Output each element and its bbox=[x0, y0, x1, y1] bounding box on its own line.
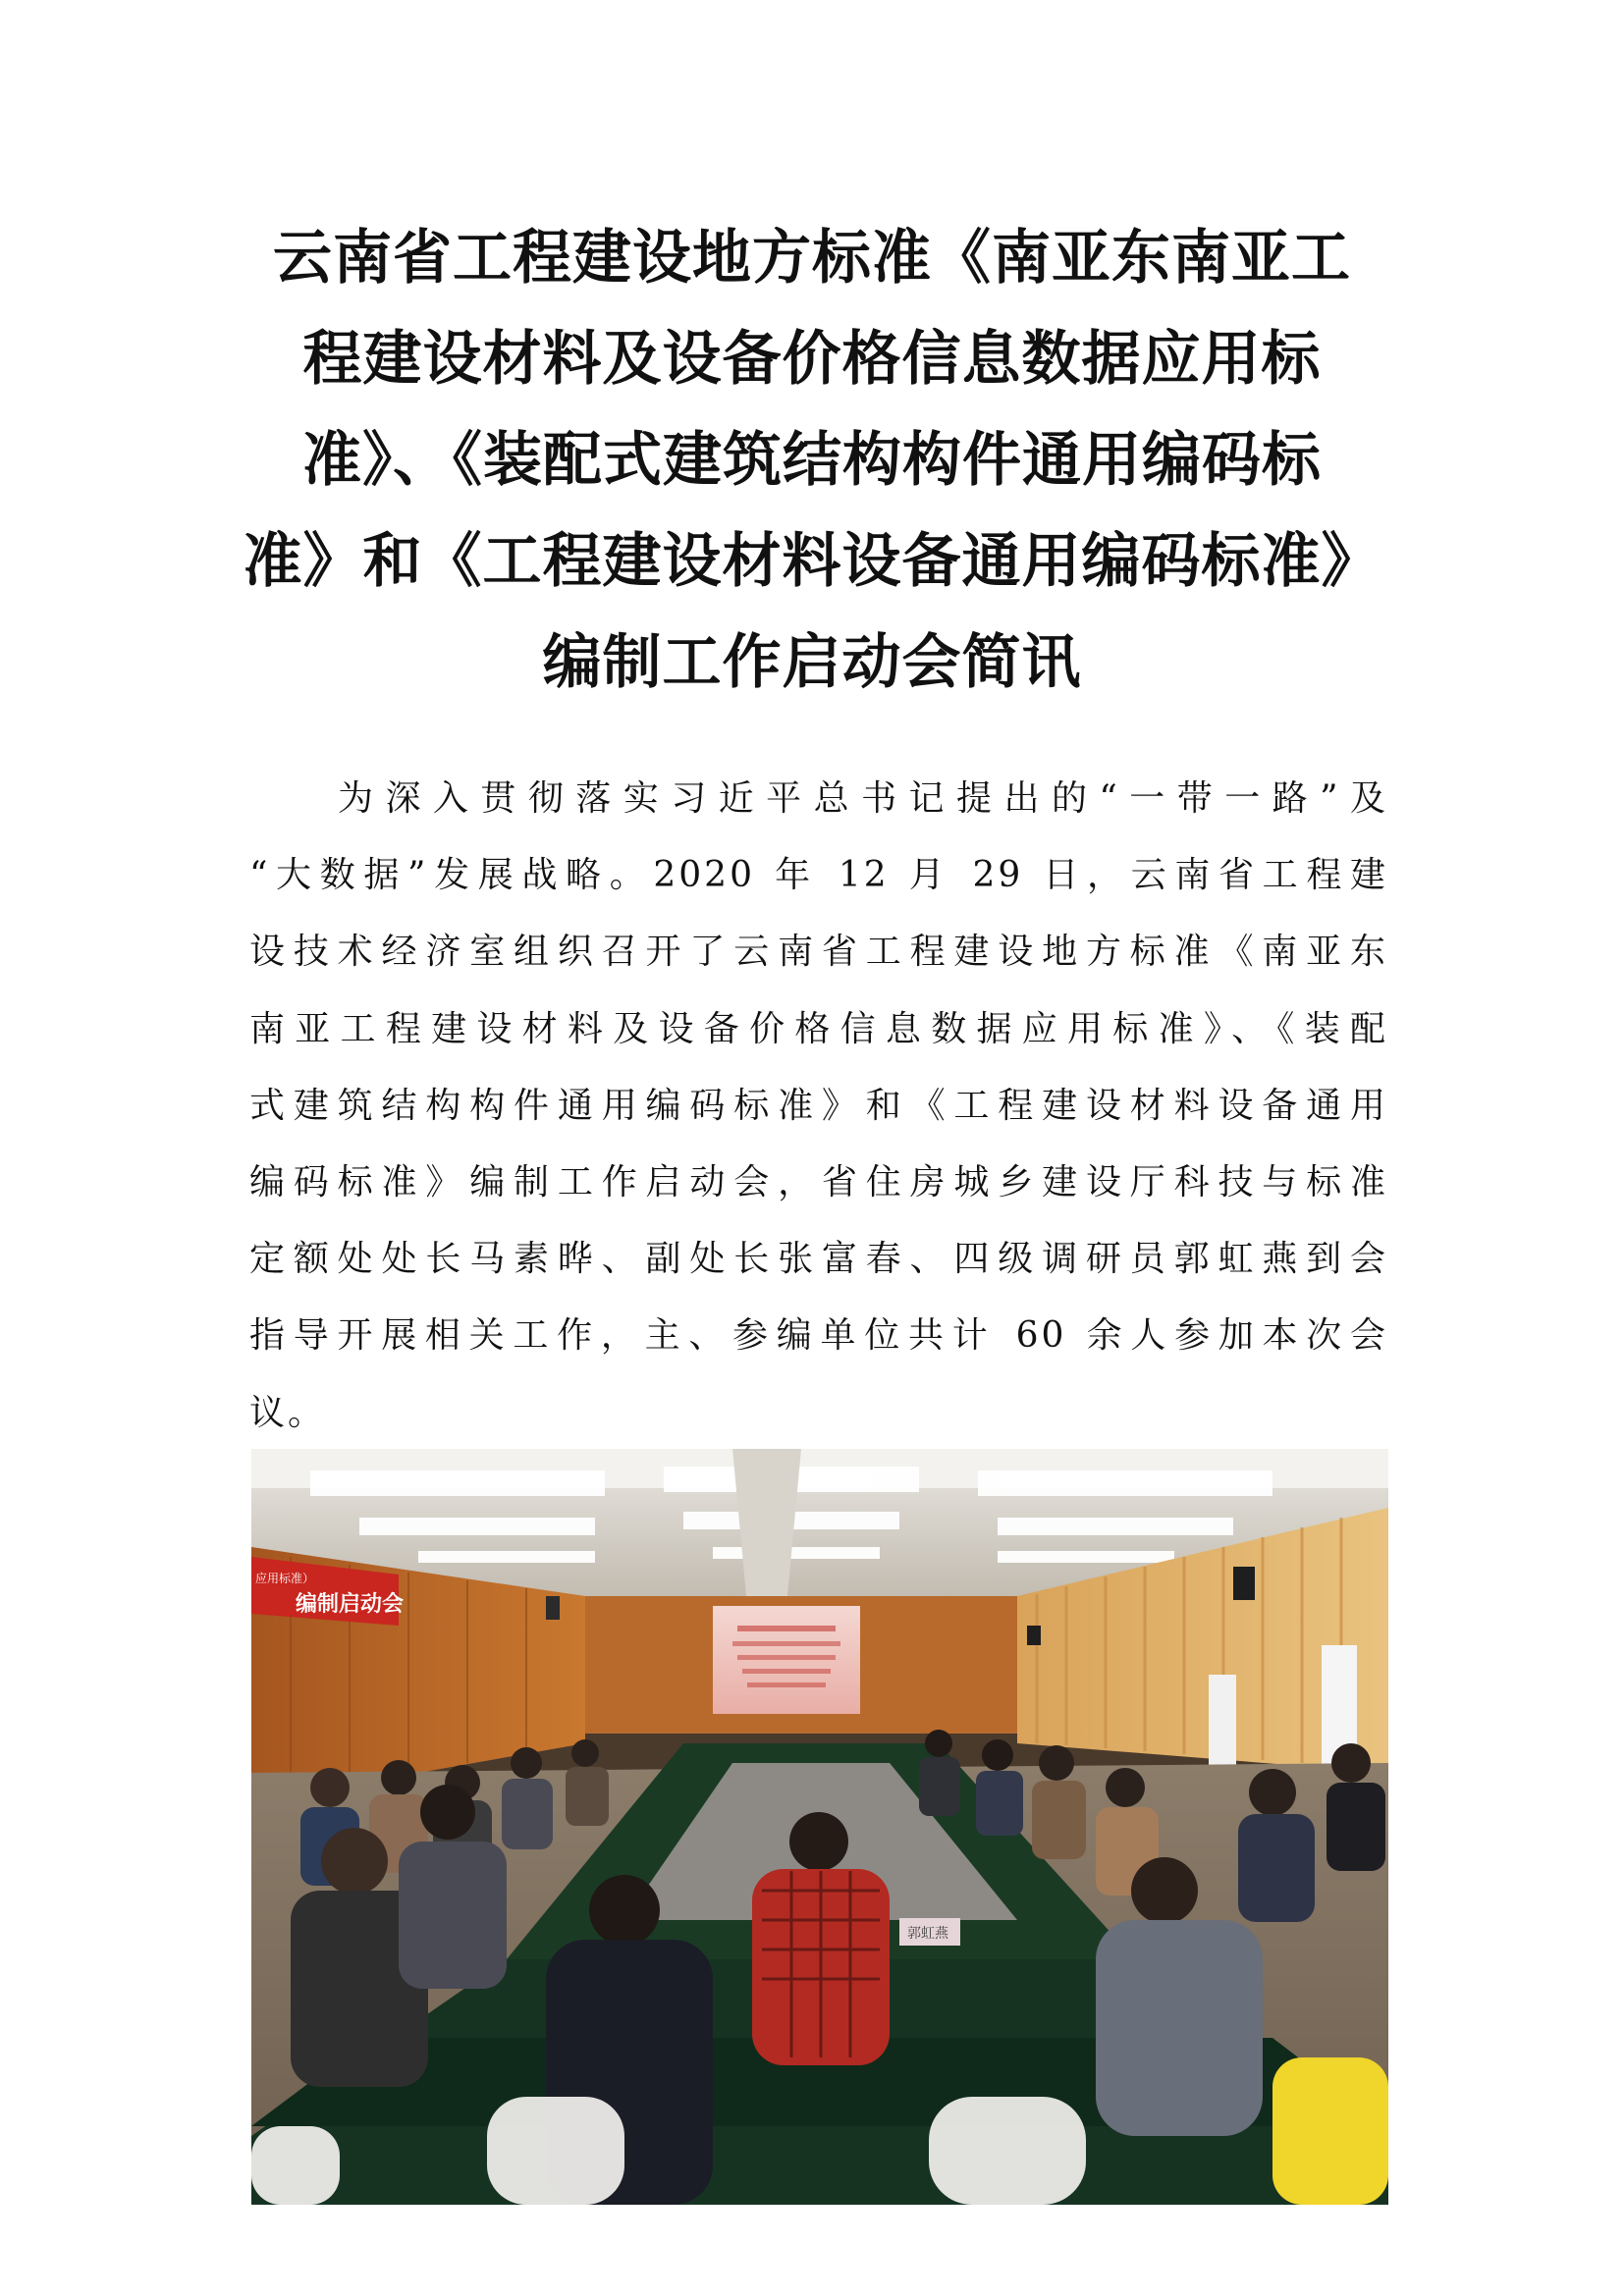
meeting-photo-illustration bbox=[251, 1449, 1388, 2205]
body-line: 定额处处长马素晔、副处长张富春、四级调研员郭虹燕到会 bbox=[249, 1239, 1388, 1280]
body-line: 南亚工程建设材料及设备价格信息数据应用标准》、《装配 bbox=[249, 1008, 1388, 1049]
body-line: “大数据”发展战略。2020 年 12 月 29 日，云南省工程建 bbox=[249, 855, 1388, 896]
title-line: 云南省工程建设地方标准《南亚东南亚工 bbox=[273, 224, 1351, 293]
banner-text-small: 应用标准） bbox=[255, 1572, 315, 1585]
title-line: 准》、《装配式建筑结构构件通用编码标 bbox=[302, 426, 1322, 495]
banner-text: 编制启动会 bbox=[296, 1592, 405, 1617]
body-line: 指导开展相关工作，主、参编单位共计 60 余人参加本次会 bbox=[249, 1315, 1388, 1357]
body-paragraph bbox=[249, 761, 1388, 1452]
meeting-photo bbox=[251, 1449, 1388, 2205]
document-title bbox=[236, 208, 1388, 714]
title-line: 程建设材料及设备价格信息数据应用标 bbox=[302, 325, 1322, 394]
body-line: 式建筑结构构件通用编码标准》和《工程建设材料设备通用 bbox=[249, 1085, 1388, 1126]
body-line: 编码标准》编制工作启动会，省住房城乡建设厅科技与标准 bbox=[249, 1162, 1388, 1203]
body-line: 设技术经济室组织召开了云南省工程建设地方标准《南亚东 bbox=[249, 932, 1388, 973]
body-line: 为深入贯彻落实习近平总书记提出的“一带一路”及 bbox=[338, 778, 1388, 819]
title-line: 准》和《工程建设材料设备通用编码标准》 bbox=[243, 527, 1381, 596]
title-line: 编制工作启动会简讯 bbox=[542, 628, 1082, 697]
nameplate-text: 郭虹燕 bbox=[907, 1926, 948, 1942]
body-line: 议。 bbox=[249, 1392, 327, 1433]
